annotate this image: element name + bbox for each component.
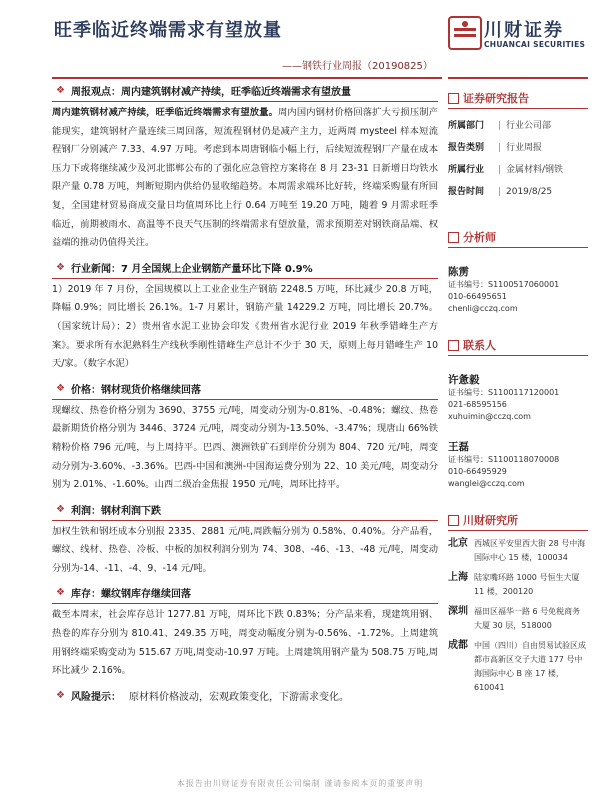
- analyst-email[interactable]: chenli@cczq.com: [448, 304, 518, 313]
- info-row: 所属行业 | 金属材料/钢铁: [448, 159, 588, 181]
- contact-phone: 010-66495929: [448, 467, 507, 476]
- info-key: 报告类别: [448, 143, 485, 153]
- info-key: 报告时间: [448, 187, 485, 197]
- section-heading-text: 风险提示：: [70, 691, 121, 703]
- contact-cert: 证书编号：S1100118070008: [448, 455, 560, 464]
- office-address: 中国（四川）自由贸易试验区成都市高新区交子大道 177 号中海国际中心 B 座 17 楼，610041: [474, 641, 586, 692]
- sidebar-heading: [448, 512, 588, 531]
- office-address: 陆家嘴环路 1000 号恒生大厦 11 楼，200120: [474, 573, 580, 596]
- section-heading-text: 行业新闻：7 月全国规上企业钢筋产量环比下降 0.9%: [70, 263, 313, 275]
- sidebar-heading: [448, 337, 588, 356]
- risk-heading: [52, 685, 438, 706]
- sidebar-heading-text: 川财研究所: [463, 514, 518, 527]
- section-paragraph: 截至本周末，社会库存总计 1277.81 万吨，周环比下跌 0.83%；分产品来看，现建筑用钢、热卷的库存分别为 810.41、249.35 万吨，周变动幅度分别为-0.56%、-1.72%。上周建筑用钢终端采购变动为 515.67 万吨,周变动-10.97 万吨。上周建筑用钢产量为 508.75 万吨,周环比减少 2.16%。: [52, 609, 438, 677]
- diamond-bullet-icon: ❖: [56, 503, 65, 515]
- logo-name-cn: 川财证券: [484, 20, 564, 41]
- contact-name: 许惫毅: [448, 374, 480, 386]
- office-city: 成都: [448, 640, 468, 651]
- risk-text: 原材料价格波动，宏观政策变化，下游需求变化。: [128, 691, 349, 703]
- sidebar: [448, 90, 588, 701]
- main-content: [52, 80, 438, 706]
- diamond-bullet-icon: ❖: [56, 689, 65, 701]
- analyst-phone: 010-66495651: [448, 292, 507, 301]
- section-heading: [52, 378, 438, 400]
- contact-email[interactable]: xuhuimin@cczq.com: [448, 412, 531, 421]
- section-paragraph: 现螺纹、热卷价格分别为 3690、3755 元/吨，周变动分别为-0.81%、-0.48%；螺纹、热卷最新期货价格分别为 3446、3724 元/吨，周变动分别为-13.50%、-3.47%；现唐山 66%铁精粉价格 796 元/吨，与上周持平。巴西、澳洲铁矿石到岸价分别为 804、720 元/吨，周变动分别为-3.60%、-3.36%。巴西-中国和澳洲-中国海运费分别为 22、10 美元/吨，周变动分别为 2.01%、-1.60%。山西二级冶金焦报 1950 元/吨，周环比持平。: [52, 404, 438, 491]
- report-subtitle: ——钢铁行业周报（20190825）: [282, 61, 433, 72]
- office-city: 北京: [448, 538, 468, 549]
- diamond-bullet-icon: ❖: [56, 261, 65, 273]
- office-city: 深圳: [448, 606, 468, 617]
- sidebar-heading: [448, 90, 588, 109]
- paragraph-lead: 周内建筑钢材减产持续，旺季临近终端需求有望放量。: [52, 107, 279, 118]
- section-heading: [52, 257, 438, 279]
- logo-name-en: CHUANCAI SECURITIES: [484, 40, 586, 49]
- sidebar-heading-text: 联系人: [463, 339, 496, 352]
- office-row: [448, 537, 588, 565]
- info-row: 报告类别 | 行业周报: [448, 137, 588, 159]
- report-title: 旺季临近终端需求有望放量: [54, 20, 282, 41]
- square-bullet-icon: [448, 340, 459, 351]
- section-heading-text: 库存：螺纹钢库存继续回落: [70, 589, 191, 601]
- section-heading: [52, 80, 438, 102]
- office-address: 福田区福华一路 6 号免税商务大厦 30 层，518000: [474, 607, 581, 630]
- section-paragraph: 1）2019 年 7 月份，全国规模以上工业企业生产钢筋 2248.5 万吨，环比减少 20.8 万吨，降幅 0.9%；同比增长 26.1%。1-7 月累计，钢筋产量 14229.2 万吨，同比增长 20.7%。（国家统计局）；2）贵州省水泥工业协会印发《贵州省水泥行业 2019 年秋季错峰生产方案》。要求所有水泥熟料生产线秋季刚性错峰生产总计不少于 30 天，原则上每月错峰生产 10 天/家。（数字水泥）: [52, 283, 438, 370]
- office-row: [448, 639, 588, 695]
- contact-cert: 证书编号：S1100117120001: [448, 388, 560, 397]
- info-value: 行业周报: [506, 143, 543, 153]
- analyst-name: 陈雳: [448, 266, 469, 278]
- section-heading-text: 利润：钢材利润下跌: [70, 505, 161, 517]
- square-bullet-icon: [448, 515, 459, 526]
- paragraph-body: 周内国内钢材价格回落扩大亏损压制产能现实，建筑钢材产量连续三周回落，短流程钢材仍是减产主力，近两周 mysteel 样本短流程钢厂分别减产 7.33、4.97 万吨。考虑到本周唐钢临小幅上行，后续短流程钢厂产量在成本压力下或将继续减少及河北邯郸公布的了强化应急管控方案将在 8 月 23-31 日新增日均铁水限产量 0.78 万吨，判断短期内供给仍显收缩趋势。本周需求端环比好转，终端采购量有所回复，全国建材贸易商成交量日均值周环比上行 0.64 万吨至 19.20 万吨，随着 9 月需求旺季临近，前期被雨水、高温等不良天气压制的终端需求有望放量，需求预期差对钢铁商品端、权益端的推动仍值得关注。: [52, 107, 438, 249]
- info-row: 所属部门 | 行业公司部: [448, 115, 588, 137]
- info-value: 行业公司部: [506, 121, 552, 131]
- sidebar-heading: [448, 229, 588, 248]
- diamond-bullet-icon: ❖: [56, 382, 65, 394]
- square-bullet-icon: [448, 93, 459, 104]
- diamond-bullet-icon: ❖: [56, 587, 65, 599]
- header-divider-right: [448, 77, 588, 79]
- header-divider: [52, 77, 442, 79]
- section-heading: [52, 499, 438, 521]
- contact-card: [448, 372, 588, 423]
- section-heading-text: 周报观点：周内建筑钢材减产持续，旺季临近终端需求有望放量: [70, 87, 351, 98]
- office-row: [448, 571, 588, 599]
- contact-name: 王磊: [448, 441, 469, 453]
- contact-email[interactable]: wanglei@cczq.com: [448, 479, 525, 488]
- sidebar-heading-text: 证券研究报告: [463, 92, 529, 105]
- contact-card: [448, 439, 588, 490]
- page-footer: 本报告由川财证券有限责任公司编制 谨请参阅本页的重要声明: [176, 779, 424, 788]
- contact-phone: 021-68595156: [448, 400, 507, 409]
- section-paragraph: [52, 102, 438, 253]
- info-row: 报告时间 | 2019/8/25: [448, 181, 588, 203]
- info-value: 2019/8/25: [506, 187, 553, 197]
- info-value: 金属材料/钢铁: [506, 165, 564, 175]
- sidebar-heading-text: 分析师: [463, 231, 496, 244]
- chuancai-logo-icon: [448, 16, 482, 50]
- section-heading-text: 价格：钢材现货价格继续回落: [70, 384, 201, 396]
- info-key: 所属部门: [448, 121, 485, 131]
- office-address: 西城区平安里西大街 28 号中海国际中心 15 楼，100034: [474, 539, 586, 562]
- diamond-bullet-icon: ❖: [56, 85, 65, 96]
- analyst-cert: 证书编号：S1100517060001: [448, 280, 560, 289]
- office-city: 上海: [448, 572, 468, 583]
- section-heading: [52, 582, 438, 604]
- square-bullet-icon: [448, 232, 459, 243]
- office-row: [448, 605, 588, 633]
- info-key: 所属行业: [448, 165, 485, 175]
- section-paragraph: 加权生铁和钢坯成本分别报 2335、2881 元/吨,周跌幅分别为 0.58%、0.40%。分产品看，螺纹、线材、热卷、冷板、中板的加权利润分别为 74、308、-46、-13、-48 元/吨，周变动分别为-14、-11、-4、9、-14 元/吨。: [52, 525, 438, 574]
- analyst-card: [448, 264, 588, 315]
